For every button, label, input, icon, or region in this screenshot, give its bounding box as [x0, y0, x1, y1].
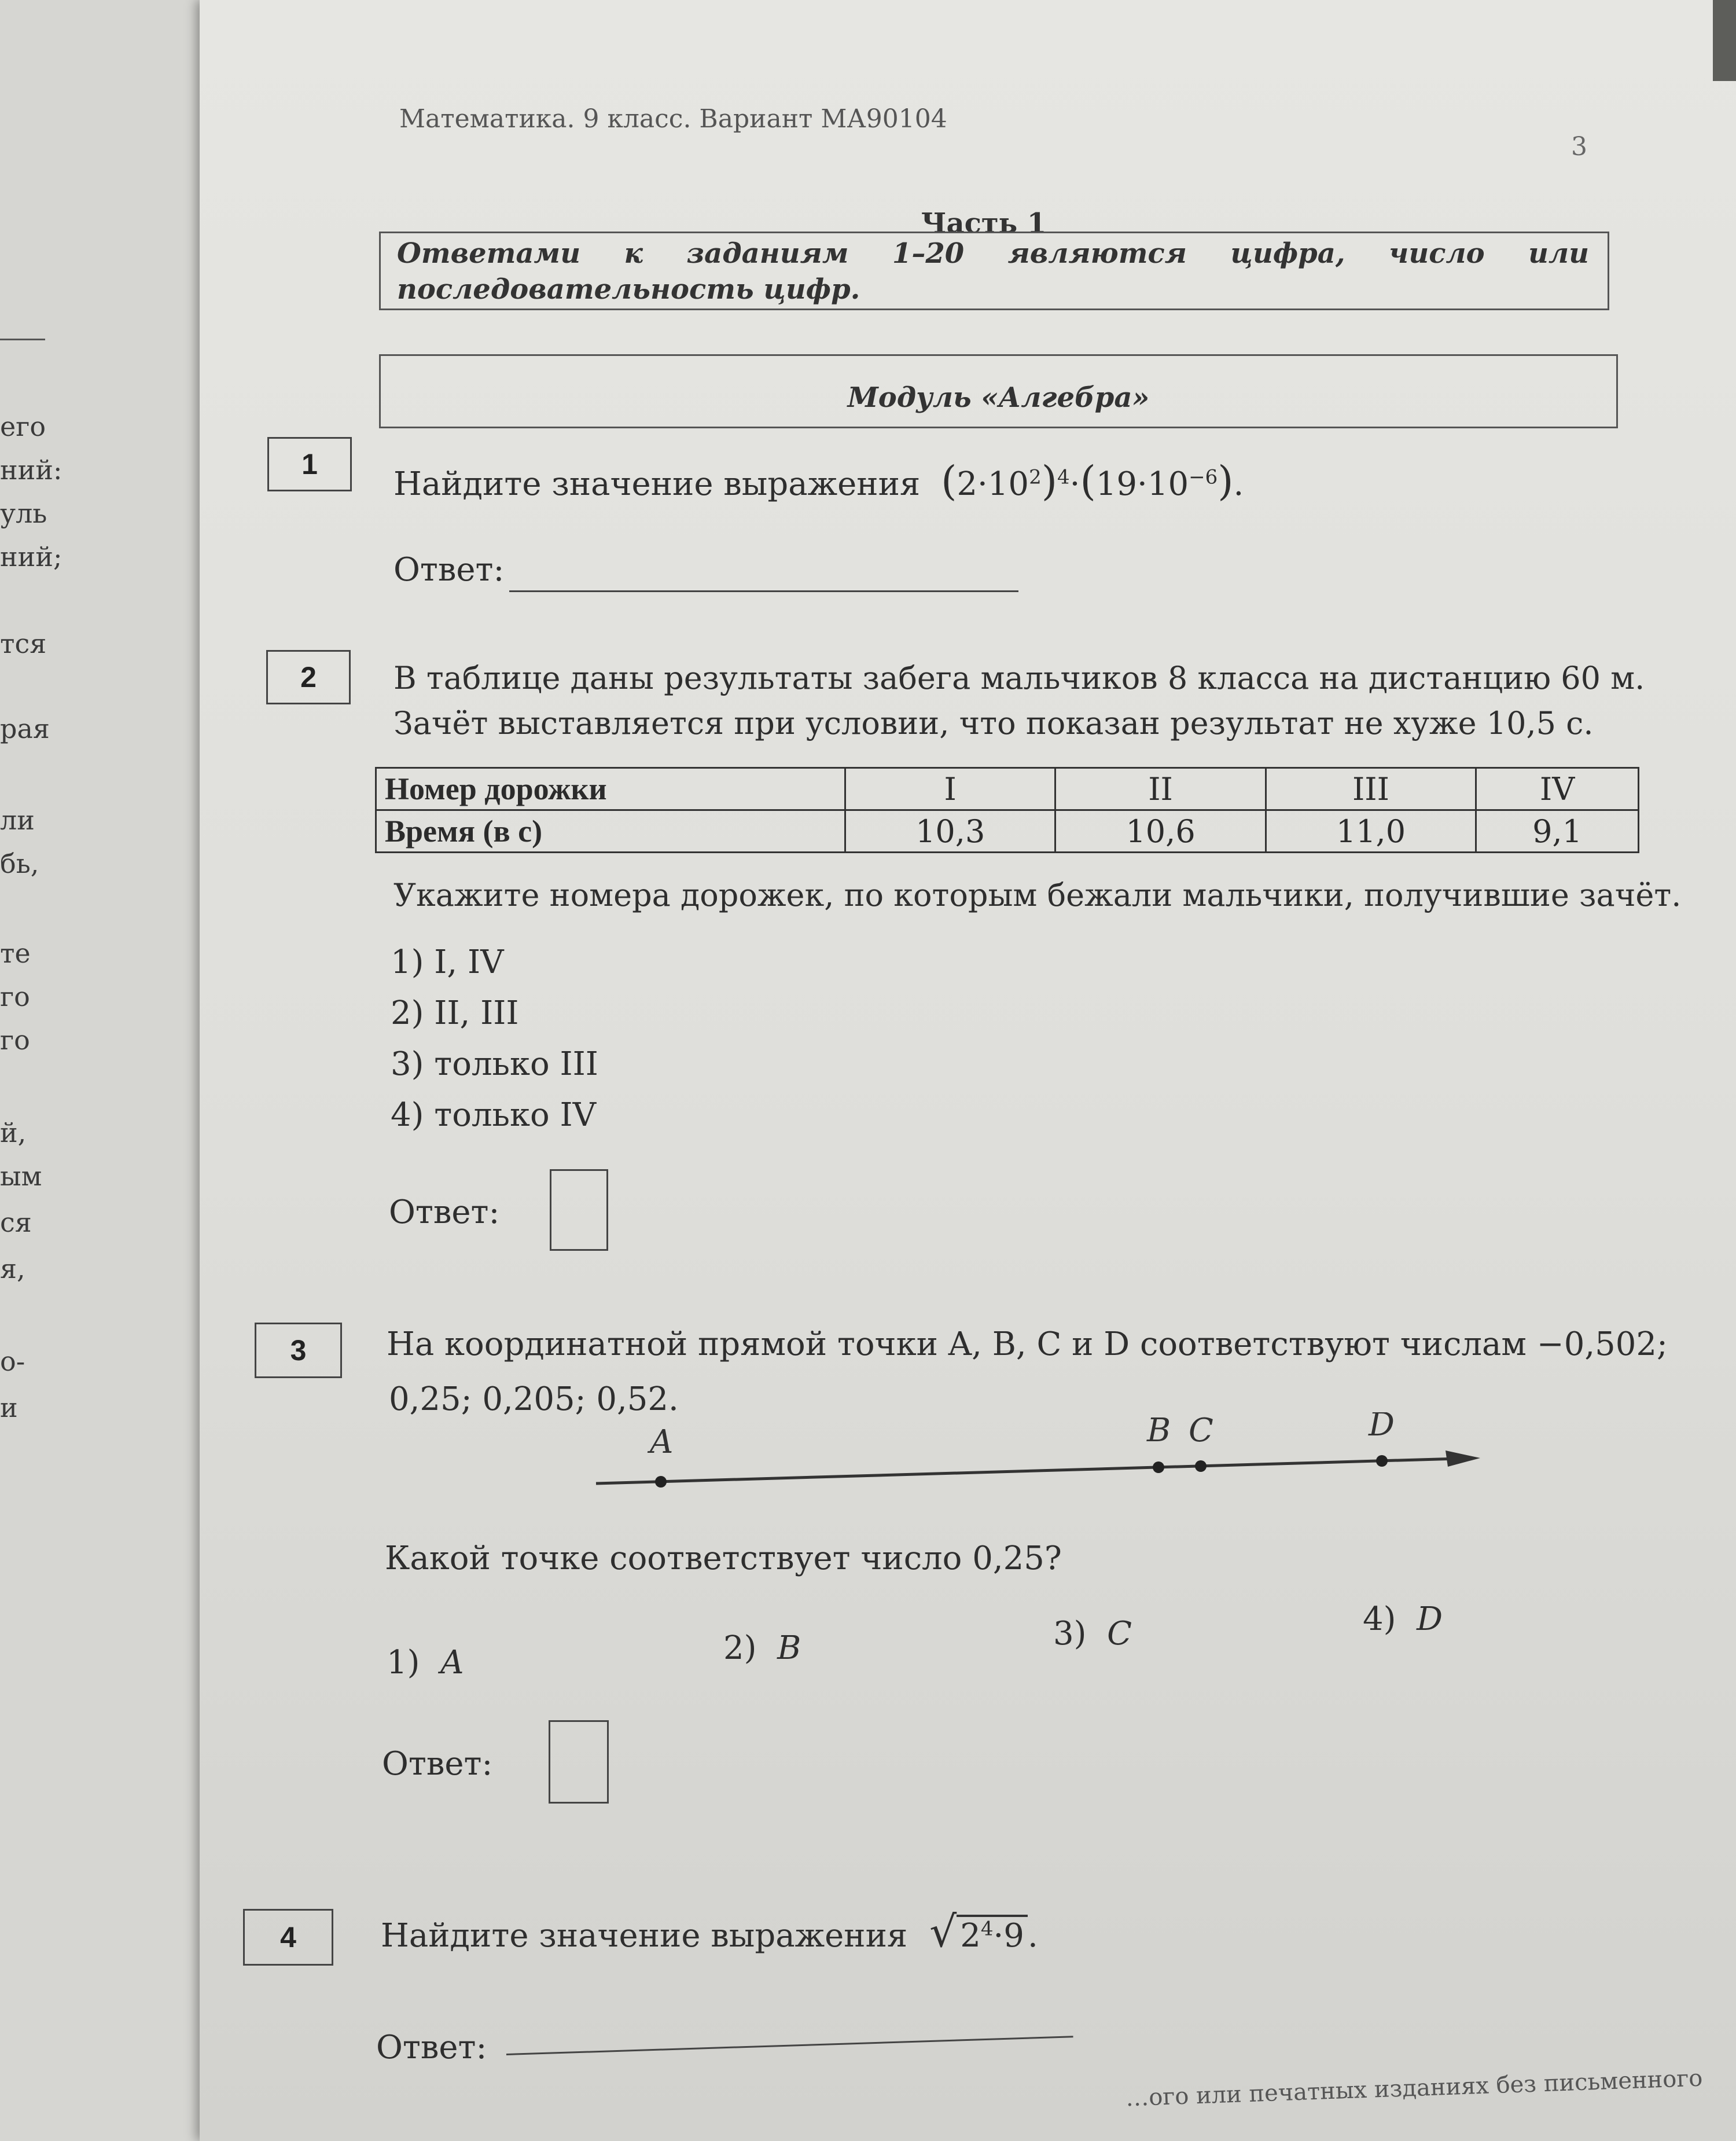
underpage-line: тся — [0, 628, 47, 659]
option-value: D — [1417, 1600, 1443, 1638]
point-b — [1153, 1461, 1164, 1473]
underlying-page — [0, 0, 208, 2141]
underpage-line: бь, — [0, 848, 39, 879]
underpage-line: ым — [0, 1161, 42, 1192]
question-2-line-1: В таблице даны результаты забега мальчиков 8 класса на дистанцию 60 м. — [393, 660, 1645, 696]
task-number: 3 — [290, 1334, 307, 1367]
option-1[interactable] — [387, 1644, 464, 1681]
task-number: 1 — [301, 448, 318, 480]
option-1[interactable]: 1) I, IV — [391, 943, 504, 981]
table-cell: II — [1055, 768, 1266, 810]
option-4[interactable]: 4) только IV — [391, 1096, 597, 1134]
question-3-prompt: Какой точке соответствует число 0,25? — [385, 1540, 1062, 1577]
expr-exp-a: 2 — [1029, 465, 1042, 489]
answer-box-3[interactable] — [549, 1720, 609, 1804]
table-cell: 9,1 — [1476, 810, 1639, 853]
underpage-rule — [0, 339, 45, 340]
part-title: Часть 1 — [921, 207, 1047, 240]
task-number-box — [255, 1323, 342, 1378]
answer-label: Ответ: — [389, 1193, 500, 1231]
label-b: B — [1147, 1412, 1171, 1449]
task-number-box — [267, 437, 352, 491]
option-2[interactable]: 2) II, III — [391, 994, 519, 1032]
option-number: 4) — [1363, 1600, 1396, 1638]
task-number-box — [243, 1909, 333, 1966]
table-cell: III — [1266, 768, 1476, 810]
point-a — [655, 1476, 667, 1488]
table-row — [376, 768, 1639, 810]
underpage-line: го — [0, 981, 30, 1012]
radicand-rest: ·9 — [993, 1917, 1024, 1955]
expr-outer-exp: 4 — [1057, 465, 1070, 489]
answer-label: Ответ: — [393, 551, 505, 589]
question-3-line-2: 0,25; 0,205; 0,52. — [389, 1380, 679, 1418]
underpage-line: й, — [0, 1117, 27, 1148]
instruction-box — [379, 232, 1609, 310]
option-number: 3) — [1053, 1615, 1087, 1652]
label-d: D — [1369, 1412, 1395, 1444]
module-title: Модуль «Алгебра» — [847, 381, 1150, 414]
table-cell: 11,0 — [1266, 810, 1476, 853]
underpage-line: те — [0, 938, 31, 969]
table-header-cell: Время (в с) — [376, 810, 845, 853]
question-1 — [393, 457, 1244, 505]
option-value: C — [1107, 1615, 1132, 1652]
answer-label: Ответ: — [376, 2029, 487, 2066]
expr-exp-b: −6 — [1189, 465, 1218, 489]
table-cell: IV — [1476, 768, 1639, 810]
table-header-cell: Номер дорожки — [376, 768, 845, 810]
underpage-line: и — [0, 1392, 18, 1423]
option-value: A — [440, 1644, 464, 1681]
underpage-line: я, — [0, 1253, 25, 1284]
results-table — [375, 767, 1639, 853]
underpage-line: ся — [0, 1207, 32, 1238]
question-1-expression: $(2\cdot 10^2)^4\cdot(19\cdot 10^{-6})$. — [941, 457, 1244, 505]
underpage-line: о- — [0, 1346, 25, 1377]
question-2-prompt: Укажите номера дорожек, по которым бежали мальчики, получившие зачёт. — [393, 877, 1682, 913]
question-3-line-1: На координатной прямой точки A, B, C и D соответствуют числам −0,502; — [387, 1325, 1668, 1363]
option-number: 2) — [723, 1629, 757, 1667]
number-line — [590, 1412, 1481, 1499]
table-cell: I — [845, 768, 1055, 810]
sqrt-sign: √ — [929, 1907, 957, 1957]
underpage-line: уль — [0, 498, 47, 529]
answer-label: Ответ: — [382, 1745, 493, 1783]
radicand-exp: 4 — [980, 1917, 994, 1941]
sqrt-expression: √ $2^4\cdot 9$ . — [929, 1907, 1038, 1957]
table-cell: 10,3 — [845, 810, 1055, 853]
answer-line-1[interactable] — [509, 590, 1018, 592]
label-c: C — [1189, 1412, 1213, 1449]
underpage-line: рая — [0, 713, 50, 744]
question-2-line-2: Зачёт выставляется при условии, что показан результат не хуже 10,5 с. — [393, 705, 1594, 741]
point-d — [1376, 1455, 1388, 1467]
underpage-line: ли — [0, 805, 35, 836]
table-row — [376, 810, 1639, 853]
expr-term-a: 2·10 — [957, 465, 1029, 503]
underpage-line: его — [0, 411, 46, 442]
underpage-line: ний: — [0, 454, 62, 486]
question-4 — [381, 1907, 1038, 1957]
answer-box-2[interactable] — [550, 1169, 608, 1251]
page-header: Математика. 9 класс. Вариант МА90104 — [399, 104, 947, 134]
option-value: B — [777, 1629, 801, 1667]
underpage-line: го — [0, 1024, 30, 1056]
task-number: 2 — [300, 661, 317, 693]
background-gap — [1713, 0, 1736, 81]
instruction-text: Ответами к заданиям 1–20 являются цифра, число или последовательность цифр. — [397, 237, 1589, 306]
option-3[interactable] — [1053, 1615, 1132, 1652]
label-a: A — [650, 1423, 674, 1461]
page-number: 3 — [1571, 132, 1587, 161]
point-c — [1195, 1460, 1207, 1472]
expr-term-b: 19·10 — [1095, 465, 1189, 503]
task-number: 4 — [280, 1921, 296, 1953]
option-number: 1) — [387, 1644, 420, 1681]
radicand-base: 2 — [960, 1917, 981, 1955]
question-1-text: Найдите значение выражения — [393, 465, 921, 503]
option-3[interactable]: 3) только III — [391, 1045, 598, 1083]
module-box — [379, 354, 1618, 428]
footer-text: …ого или печатных изданиях без письменного — [1125, 2065, 1704, 2112]
underpage-line: ний; — [0, 541, 62, 572]
option-2[interactable] — [723, 1629, 801, 1667]
number-line-axis — [596, 1450, 1480, 1483]
task-number-box — [266, 650, 351, 704]
table-cell: 10,6 — [1055, 810, 1266, 853]
question-4-text: Найдите значение выражения — [381, 1917, 908, 1955]
option-4[interactable] — [1363, 1600, 1443, 1638]
